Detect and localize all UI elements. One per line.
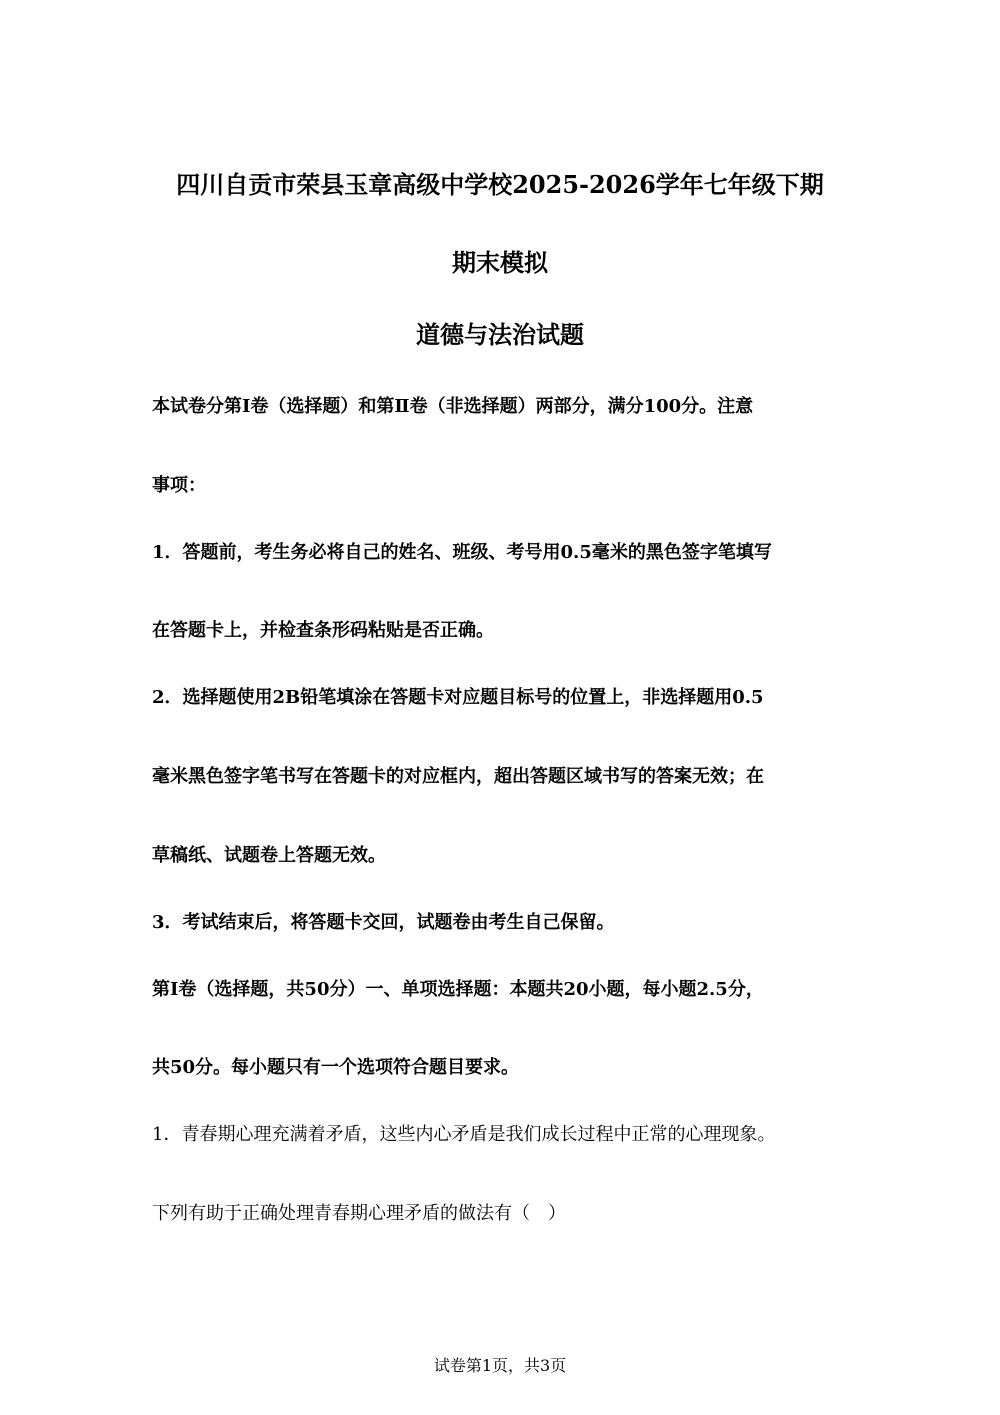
note-2-line-1: 2．选择题使用2B铅笔填涂在答题卡对应题目标号的位置上，非选择题用0.5 bbox=[152, 687, 764, 708]
note-1-line-2: 在答题卡上，并检查条形码粘贴是否正确。 bbox=[152, 620, 494, 641]
note-2-line-2: 毫米黑色签字笔书写在答题卡的对应框内，超出答题区域书写的答案无效；在 bbox=[152, 766, 764, 787]
exam-title-line-2: 期末模拟 bbox=[452, 248, 548, 277]
note-3-line-1: 3．考试结束后，将答题卡交回，试题卷由考生自己保留。 bbox=[152, 912, 615, 933]
note-1-line-1: 1．答题前，考生务必将自己的姓名、班级、考号用0.5毫米的黑色签字笔填写 bbox=[152, 542, 772, 563]
question-1-line-1: 1．青春期心理充满着矛盾，这些内心矛盾是我们成长过程中正常的心理现象。 bbox=[152, 1124, 776, 1145]
page-footer: 试卷第1页，共3页 bbox=[433, 1356, 567, 1375]
section-header-line-1: 第Ⅰ卷（选择题，共50分）一、单项选择题：本题共20小题，每小题2.5分， bbox=[152, 979, 764, 1000]
intro-line-1: 本试卷分第Ⅰ卷（选择题）和第Ⅱ卷（非选择题）两部分，满分100分。注意 bbox=[152, 396, 754, 417]
intro-line-2: 事项： bbox=[152, 475, 206, 496]
exam-subtitle: 道德与法治试题 bbox=[416, 320, 584, 349]
exam-title-line-1: 四川自贡市荣县玉章高级中学校2025-2026学年七年级下期 bbox=[176, 170, 824, 199]
note-2-line-3: 草稿纸、试题卷上答题无效。 bbox=[152, 845, 386, 866]
section-header-line-2: 共50分。每小题只有一个选项符合题目要求。 bbox=[152, 1057, 520, 1078]
question-1-line-2: 下列有助于正确处理青春期心理矛盾的做法有（ ） bbox=[152, 1203, 566, 1224]
